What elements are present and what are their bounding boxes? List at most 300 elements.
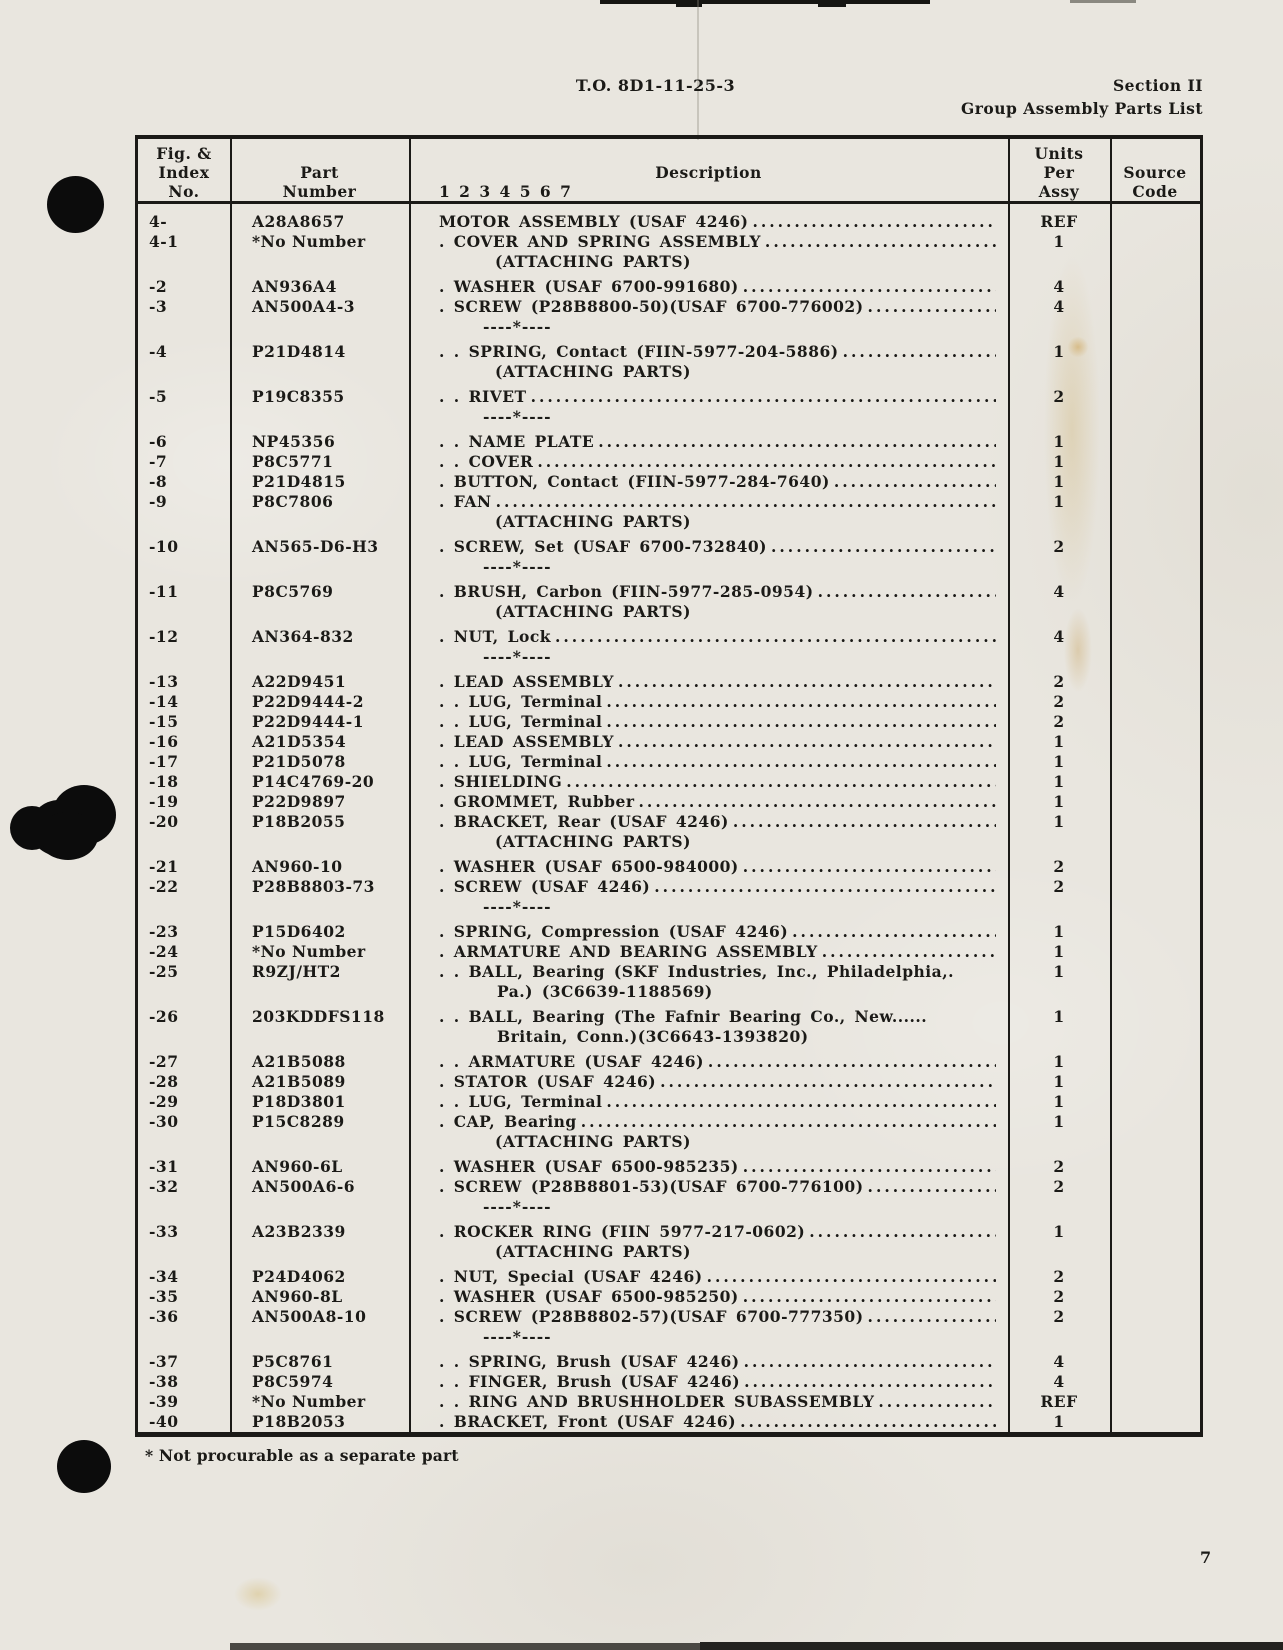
fig-index-cell [138,602,230,622]
part-row [138,922,1200,942]
source-code-cell [1110,1132,1200,1152]
source-code-cell [1110,812,1200,832]
units-per-assy-cell: 2 [1053,672,1065,691]
units-per-assy-cell: 1 [1053,772,1065,791]
part-row [138,387,1200,407]
part-row [138,812,1200,832]
part-row [138,1287,1200,1307]
source-code-cell [1110,252,1200,272]
source-code-cell [1110,1027,1200,1047]
description-text: . WASHER (USAF 6500-985235) [439,1157,739,1176]
scan-artifact-bottom-dark [700,1642,1283,1650]
source-code-cell [1110,407,1200,427]
description-cell [409,297,1008,317]
part-number-cell: P8C7806 [252,492,334,511]
description-text: . . COVER [439,452,534,471]
leader-dots [566,772,996,792]
column-divider [1110,139,1112,1432]
description-text: . . LUG, Terminal [439,1092,603,1111]
units-per-assy-cell: 1 [1053,472,1065,491]
description-text: ----*---- [483,557,552,576]
continuation-row [138,557,1200,577]
column-divider [230,139,232,1432]
fig-index-cell: -5 [149,387,168,406]
part-number-cell: P8C5769 [252,582,334,601]
continuation-row [138,1132,1200,1152]
units-per-assy-cell [1008,362,1110,382]
units-per-assy-cell: 4 [1053,297,1065,316]
description-cell [409,1197,1008,1217]
units-per-assy-cell [1008,1027,1110,1047]
source-code-cell [1110,1287,1200,1307]
description-text: Britain, Conn.)(3C6643-1393820) [497,1027,809,1046]
description-text: . . BALL, Bearing (SKF Industries, Inc., Philadelphia,. [439,962,955,981]
source-code-cell [1110,692,1200,712]
fig-index-cell: -30 [149,1112,179,1131]
fig-index-cell: -22 [149,877,179,896]
to-number: T.O. 8D1-11-25-3 [575,76,736,95]
units-per-assy-cell: 1 [1053,1052,1065,1071]
fig-index-cell [138,512,230,532]
leader-dots [771,537,996,557]
leader-dots [606,1092,996,1112]
fig-index-cell: -19 [149,792,179,811]
description-cell [409,832,1008,852]
source-code-cell [1110,472,1200,492]
source-code-cell [1110,982,1200,1002]
fig-index-cell: -7 [149,452,168,471]
units-per-assy-cell: REF [1040,212,1078,231]
units-per-assy-cell: 2 [1053,1307,1065,1326]
indenture-levels: 1 2 3 4 5 6 7 [439,182,573,201]
source-code-cell [1110,712,1200,732]
part-row [138,1352,1200,1372]
description-text: . CAP, Bearing [439,1112,577,1131]
units-per-assy-cell: 1 [1053,1112,1065,1131]
part-number-cell: P21D5078 [252,752,346,771]
description-text: . . NAME PLATE [439,432,595,451]
units-per-assy-cell: 2 [1053,387,1065,406]
part-number-cell: *No Number [252,232,366,251]
leader-dots [618,732,996,752]
units-per-assy-cell: 2 [1053,1157,1065,1176]
source-code-cell [1110,877,1200,897]
part-number-cell: P14C4769-20 [252,772,375,791]
leader-dots [598,432,996,452]
description-text: . LEAD ASSEMBLY [439,672,614,691]
fig-index-cell: -17 [149,752,179,771]
leader-dots [606,712,996,732]
part-row [138,672,1200,692]
part-number-cell: 203KDDFS118 [252,1007,385,1026]
description-text: . GROMMET, Rubber [439,792,635,811]
description-text: . BUTTON, Contact (FIIN-5977-284-7640) [439,472,830,491]
part-number-cell: *No Number [252,942,366,961]
part-number-cell: P18B2053 [252,1412,346,1431]
description-cell [409,1267,1008,1287]
part-number-cell [230,317,409,337]
group-assembly-parts-table [135,135,1203,1437]
source-code-cell [1110,1392,1200,1412]
part-row [138,492,1200,512]
description-cell [409,1177,1008,1197]
part-row [138,752,1200,772]
fig-index-cell [138,557,230,577]
description-cell [409,1132,1008,1152]
header-part-number: Part Number [282,163,357,201]
description-cell [409,602,1008,622]
leader-dots [606,752,996,772]
continuation-row [138,1197,1200,1217]
units-per-assy-cell: 4 [1053,277,1065,296]
leader-dots [654,877,996,897]
source-code-cell [1110,857,1200,877]
description-cell [409,1412,1008,1432]
description-text: ----*---- [483,647,552,666]
fig-index-cell: -21 [149,857,179,876]
description-cell [409,792,1008,812]
units-per-assy-cell: 2 [1053,1177,1065,1196]
fig-index-cell: 4-1 [149,232,179,251]
units-per-assy-cell [1008,557,1110,577]
source-code-cell [1110,492,1200,512]
part-row [138,942,1200,962]
description-text: . SHIELDING [439,772,563,791]
part-row [138,452,1200,472]
description-text: . BRACKET, Front (USAF 4246) [439,1412,737,1431]
part-row [138,627,1200,647]
fig-index-cell: -24 [149,942,179,961]
header-source-code: Source Code [1123,163,1187,201]
part-row [138,877,1200,897]
description-text: . . LUG, Terminal [439,692,603,711]
leader-dots [743,1287,996,1307]
description-cell [409,277,1008,297]
units-per-assy-cell [1008,1132,1110,1152]
units-per-assy-cell: 1 [1053,752,1065,771]
continuation-row [138,1327,1200,1347]
part-number-cell: P15D6402 [252,922,346,941]
leader-dots [555,627,996,647]
fig-index-cell [138,1132,230,1152]
part-number-cell: P24D4062 [252,1267,346,1286]
fig-index-cell: -40 [149,1412,179,1431]
fig-index-cell [138,832,230,852]
description-text: . SCREW, Set (USAF 6700-732840) [439,537,768,556]
part-number-cell: A21B5088 [252,1052,346,1071]
units-per-assy-cell: 4 [1053,1372,1065,1391]
part-number-cell [230,407,409,427]
units-per-assy-cell: 1 [1053,1222,1065,1241]
part-number-cell: P8C5771 [252,452,334,471]
source-code-cell [1110,1372,1200,1392]
leader-dots [752,212,996,232]
description-text: . . LUG, Terminal [439,712,603,731]
fig-index-cell: -12 [149,627,179,646]
units-per-assy-cell [1008,1242,1110,1262]
part-number-cell: P21D4814 [252,342,346,361]
description-text: . STATOR (USAF 4246) [439,1072,657,1091]
part-row [138,472,1200,492]
description-cell [409,232,1008,252]
part-number-cell [230,1132,409,1152]
source-code-cell [1110,452,1200,472]
leader-dots [868,1307,996,1327]
part-number-cell [230,897,409,917]
description-text: (ATTACHING PARTS) [495,602,691,621]
units-per-assy-cell [1008,602,1110,622]
units-per-assy-cell: 2 [1053,857,1065,876]
description-cell [409,942,1008,962]
source-code-cell [1110,962,1200,982]
units-per-assy-cell [1008,647,1110,667]
part-row [138,1072,1200,1092]
continuation-row [138,1242,1200,1262]
units-per-assy-cell: 1 [1053,1007,1065,1026]
units-per-assy-cell: 2 [1053,877,1065,896]
description-text: . WASHER (USAF 6500-985250) [439,1287,739,1306]
description-cell [409,1222,1008,1242]
source-code-cell [1110,627,1200,647]
part-row [138,962,1200,982]
source-code-cell [1110,512,1200,532]
description-text: . WASHER (USAF 6500-984000) [439,857,739,876]
source-code-cell [1110,1072,1200,1092]
description-cell [409,557,1008,577]
continuation-row [138,1027,1200,1047]
part-number-cell [230,362,409,382]
description-cell [409,982,1008,1002]
source-code-cell [1110,1222,1200,1242]
fig-index-cell: -33 [149,1222,179,1241]
leader-dots [792,922,996,942]
description-cell [409,1287,1008,1307]
description-cell [409,1052,1008,1072]
fig-index-cell: -16 [149,732,179,751]
description-text: (ATTACHING PARTS) [495,252,691,271]
fig-index-cell: -28 [149,1072,179,1091]
source-code-cell [1110,557,1200,577]
fig-index-cell: -2 [149,277,168,296]
units-per-assy-cell: 1 [1053,1092,1065,1111]
fig-index-cell [138,1197,230,1217]
source-code-cell [1110,232,1200,252]
part-number-cell: NP45356 [252,432,336,451]
leader-dots [765,232,996,252]
source-code-cell [1110,1352,1200,1372]
part-number-cell: P5C8761 [252,1352,334,1371]
continuation-row [138,647,1200,667]
units-per-assy-cell: 2 [1053,712,1065,731]
description-cell [409,1092,1008,1112]
description-cell [409,897,1008,917]
description-text: . BRUSH, Carbon (FIIN-5977-285-0954) [439,582,814,601]
continuation-row [138,512,1200,532]
ink-blot [57,1440,111,1493]
part-row [138,1177,1200,1197]
part-row [138,692,1200,712]
units-per-assy-cell: 1 [1053,452,1065,471]
description-cell [409,1112,1008,1132]
part-number-cell: AN960-6L [252,1157,343,1176]
units-per-assy-cell [1008,407,1110,427]
fig-index-cell: -32 [149,1177,179,1196]
description-text: . SPRING, Compression (USAF 4246) [439,922,789,941]
part-number-cell [230,1027,409,1047]
fig-index-cell: -39 [149,1392,179,1411]
part-row [138,1267,1200,1287]
source-code-cell [1110,832,1200,852]
description-cell [409,537,1008,557]
fig-index-cell: -11 [149,582,179,601]
description-cell [409,877,1008,897]
description-text: ----*---- [483,897,552,916]
units-per-assy-cell: 1 [1053,232,1065,251]
description-text: . ROCKER RING (FIIN 5977-217-0602) [439,1222,806,1241]
leader-dots [744,1352,996,1372]
units-per-assy-cell [1008,1327,1110,1347]
description-cell [409,772,1008,792]
source-code-cell [1110,582,1200,602]
source-code-cell [1110,772,1200,792]
description-text: ----*---- [483,407,552,426]
description-text: (ATTACHING PARTS) [495,362,691,381]
footnote: * Not procurable as a separate part [145,1446,459,1465]
source-code-cell [1110,1157,1200,1177]
description-text: . WASHER (USAF 6700-991680) [439,277,739,296]
description-cell [409,212,1008,232]
part-number-cell: *No Number [252,1392,366,1411]
source-code-cell [1110,1412,1200,1432]
units-per-assy-cell: 4 [1053,582,1065,601]
units-per-assy-cell: 1 [1053,792,1065,811]
source-code-cell [1110,212,1200,232]
units-per-assy-cell [1008,897,1110,917]
source-code-cell [1110,1052,1200,1072]
part-number-cell: P21D4815 [252,472,346,491]
units-per-assy-cell: 2 [1053,1287,1065,1306]
part-number-cell: R9ZJ/HT2 [252,962,341,981]
fig-index-cell: -15 [149,712,179,731]
description-cell [409,962,1008,982]
source-code-cell [1110,1267,1200,1287]
leader-dots [707,1267,996,1287]
part-number-cell: AN364-832 [252,627,354,646]
leader-dots [834,472,996,492]
source-code-cell [1110,1197,1200,1217]
source-code-cell [1110,792,1200,812]
source-code-cell [1110,297,1200,317]
continuation-row [138,897,1200,917]
part-number-cell [230,512,409,532]
leader-dots [743,277,996,297]
units-per-assy-cell [1008,317,1110,337]
source-code-cell [1110,672,1200,692]
leader-dots [496,492,996,512]
part-row [138,1007,1200,1027]
part-number-cell: P28B8803-73 [252,877,375,896]
scan-artifact-top-knob [818,0,846,7]
fig-index-cell: -13 [149,672,179,691]
part-row [138,857,1200,877]
continuation-row [138,407,1200,427]
header-description: Description 1 2 3 4 5 6 7 [409,141,1008,201]
description-text: . SCREW (USAF 4246) [439,877,651,896]
description-cell [409,1157,1008,1177]
part-number-cell: P18B2055 [252,812,346,831]
leader-dots [868,297,996,317]
fig-index-cell: 4- [149,212,168,231]
fig-index-cell: -37 [149,1352,179,1371]
part-number-cell [230,602,409,622]
units-per-assy-cell: 2 [1053,537,1065,556]
ink-blot [10,806,54,850]
description-text: MOTOR ASSEMBLY (USAF 4246) [439,212,749,231]
part-number-cell: P22D9444-1 [252,712,365,731]
fig-index-cell [138,647,230,667]
units-per-assy-cell [1008,982,1110,1002]
description-text: . . BALL, Bearing (The Fafnir Bearing Co., New...... [439,1007,928,1026]
source-code-cell [1110,1177,1200,1197]
description-text: Pa.) (3C6639-1188569) [497,982,713,1001]
fig-index-cell: -27 [149,1052,179,1071]
fig-index-cell: -26 [149,1007,179,1026]
fig-index-cell: -35 [149,1287,179,1306]
description-text: . NUT, Lock [439,627,552,646]
units-per-assy-cell: 1 [1053,942,1065,961]
source-code-cell [1110,432,1200,452]
scan-artifact-top-gray [1070,0,1136,3]
description-text: (ATTACHING PARTS) [495,512,691,531]
source-code-cell [1110,317,1200,337]
table-body [138,204,1200,1432]
continuation-row [138,982,1200,1002]
description-cell [409,492,1008,512]
units-per-assy-cell: 1 [1053,1072,1065,1091]
part-number-cell: P19C8355 [252,387,345,406]
leader-dots [843,342,996,362]
part-number-cell: AN500A8-10 [252,1307,367,1326]
description-cell [409,1242,1008,1262]
description-cell [409,672,1008,692]
fig-index-cell [138,407,230,427]
description-cell [409,1007,1008,1027]
part-number-cell: A23B2339 [252,1222,346,1241]
source-code-cell [1110,387,1200,407]
description-text: . . LUG, Terminal [439,752,603,771]
description-cell [409,857,1008,877]
part-number-cell [230,832,409,852]
part-row [138,732,1200,752]
source-code-cell [1110,752,1200,772]
description-cell [409,342,1008,362]
leader-dots [537,452,996,472]
part-number-cell [230,982,409,1002]
fig-index-cell [138,982,230,1002]
units-per-assy-cell: 1 [1053,922,1065,941]
fig-index-cell [138,362,230,382]
fig-index-cell: -3 [149,297,168,316]
column-divider [1008,139,1010,1432]
units-per-assy-cell [1008,1197,1110,1217]
fig-index-cell [138,317,230,337]
description-cell [409,922,1008,942]
part-row [138,1412,1200,1432]
description-text: . COVER AND SPRING ASSEMBLY [439,232,761,251]
description-cell [409,1327,1008,1347]
description-text: . . RING AND BRUSHHOLDER SUBASSEMBLY [439,1392,875,1411]
description-cell [409,647,1008,667]
